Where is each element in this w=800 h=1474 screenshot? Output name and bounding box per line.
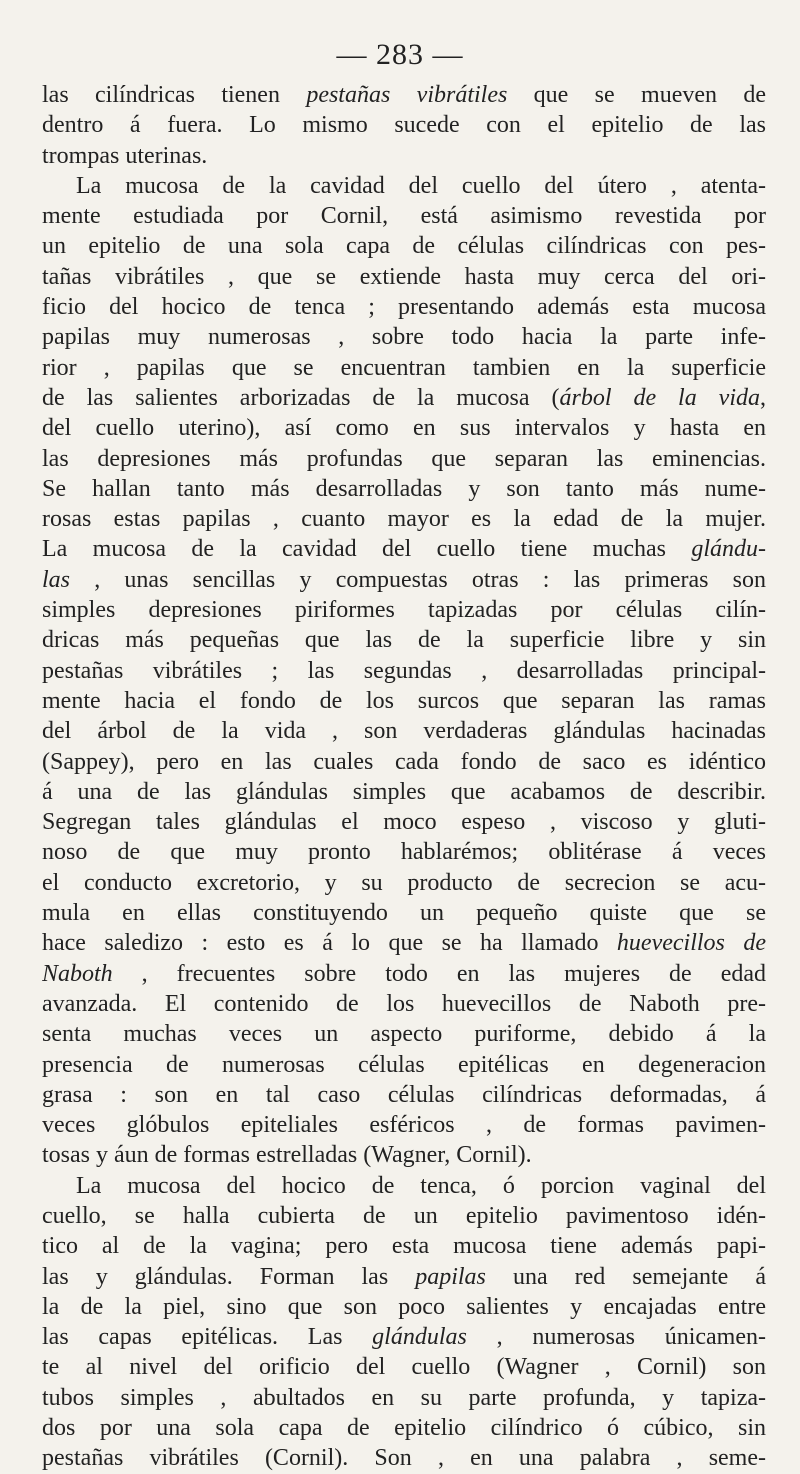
text-line — [42, 1231, 766, 1261]
text-segment: las depresiones más profundas que separan las eminencias. — [42, 445, 766, 472]
text-line — [42, 1080, 766, 1110]
text-segment: tañas vibrátiles , que se extiende hasta muy cerca del ori- — [42, 263, 766, 290]
italic-term: papilas — [415, 1263, 486, 1290]
text-line — [42, 474, 766, 504]
text-line — [42, 777, 766, 807]
text-line — [42, 1322, 766, 1352]
text-segment: á una de las glándulas simples que acabamos de describir. — [42, 778, 766, 805]
text-segment: , numerosas únicamen- — [466, 1324, 766, 1351]
text-segment: Se hallan tanto más desarrolladas y son tanto más nume- — [42, 475, 766, 502]
italic-term: glándulas — [372, 1324, 467, 1351]
text-line — [42, 80, 766, 110]
text-line — [42, 1110, 766, 1140]
text-line — [42, 171, 766, 201]
text-segment: senta muchas veces un aspecto puriforme, debido á la — [42, 1021, 766, 1048]
text-line — [42, 504, 766, 534]
text-segment: cuello, se halla cubierta de un epitelio pavimentoso idén- — [42, 1202, 766, 1229]
text-line — [42, 807, 766, 837]
text-segment: avanzada. El contenido de los huevecillos de Naboth pre- — [42, 990, 766, 1017]
text-line — [42, 837, 766, 867]
text-segment: hace saledizo : esto es á lo que se ha llamado — [42, 930, 617, 957]
text-segment: de las salientes arborizadas de la mucosa ( — [42, 384, 560, 411]
text-segment: , frecuentes sobre todo en las mujeres de edad — [112, 960, 766, 987]
text-line — [42, 534, 766, 564]
text-segment: Segregan tales glándulas el moco espeso , viscoso y gluti- — [42, 809, 766, 836]
text-segment: mula en ellas constituyendo un pequeño quiste que se — [42, 900, 766, 927]
text-line — [42, 1352, 766, 1382]
text-segment: mente estudiada por Cornil, está asimismo revestida por — [42, 203, 766, 230]
text-segment: tosas y áun de formas estrelladas (Wagner, Cornil). — [42, 1142, 532, 1169]
text-line — [42, 959, 766, 989]
text-segment: las cilíndricas tienen — [42, 82, 307, 108]
text-line — [42, 383, 766, 413]
text-segment: tubos simples , abultados en su parte profunda, y tapiza- — [42, 1384, 766, 1411]
text-line — [42, 716, 766, 746]
text-line — [42, 686, 766, 716]
text-line — [42, 898, 766, 928]
text-line — [42, 625, 766, 655]
text-line — [42, 1413, 766, 1443]
text-line — [42, 201, 766, 231]
text-line — [42, 1443, 766, 1473]
page-number-header: — 283 — — [336, 38, 464, 71]
text-line — [42, 292, 766, 322]
text-line — [42, 595, 766, 625]
italic-term: huevecillos de — [616, 930, 766, 957]
text-segment: La mucosa de la cavidad del cuello del útero , atenta- — [76, 172, 766, 199]
text-line — [42, 868, 766, 898]
text-line — [42, 656, 766, 686]
text-segment: noso de que muy pronto hablarémos; oblitérase á veces — [42, 839, 766, 866]
text-segment: La mucosa de la cavidad del cuello tiene muchas — [42, 536, 692, 563]
text-segment: presencia de numerosas células epitélicas en degeneracion — [42, 1051, 766, 1078]
text-segment: dos por una sola capa de epitelio cilíndrico ó cúbico, sin — [42, 1415, 766, 1442]
text-segment: dricas más pequeñas que las de la superficie libre y sin — [42, 627, 766, 654]
text-segment: ficio del hocico de tenca ; presentando además esta mucosa — [42, 294, 766, 321]
text-line — [42, 413, 766, 443]
text-line — [42, 231, 766, 261]
text-segment: rosas estas papilas , cuanto mayor es la edad de la mujer. — [42, 506, 766, 533]
text-segment: veces glóbulos epiteliales esféricos , de formas pavimen- — [42, 1112, 766, 1139]
italic-term: pestañas vibrátiles — [306, 82, 508, 108]
text-segment: mente hacia el fondo de los surcos que separan las ramas — [42, 687, 766, 714]
text-segment: La mucosa del hocico de tenca, ó porcion vaginal del — [76, 1172, 766, 1199]
text-line — [42, 110, 766, 140]
text-line — [42, 989, 766, 1019]
text-segment: grasa : son en tal caso células cilíndricas deformadas, á — [42, 1081, 766, 1108]
text-segment: pestañas vibrátiles ; las segundas , desarrolladas principal- — [42, 657, 766, 684]
text-segment: una red semejante á — [485, 1263, 766, 1290]
text-line — [42, 1050, 766, 1080]
italic-term: las — [42, 566, 71, 593]
text-line — [42, 1171, 766, 1201]
text-segment: , — [759, 384, 766, 411]
text-segment: la de la piel, sino que son poco salientes y encajadas entre — [42, 1293, 766, 1320]
text-line — [42, 262, 766, 292]
text-line — [42, 1383, 766, 1413]
text-line — [42, 353, 766, 383]
text-segment: te al nivel del orificio del cuello (Wagner , Cornil) son — [42, 1354, 766, 1381]
text-line — [42, 1019, 766, 1049]
body-text — [42, 80, 766, 1474]
text-line — [42, 1292, 766, 1322]
text-segment: trompas uterinas. — [42, 142, 208, 169]
text-segment: del árbol de la vida , son verdaderas glándulas hacinadas — [42, 718, 766, 745]
text-segment: las capas epitélicas. Las — [42, 1324, 373, 1351]
italic-term: Naboth — [42, 960, 113, 987]
text-line — [42, 1262, 766, 1292]
italic-term: glándu- — [691, 536, 766, 563]
text-segment: tico al de la vagina; pero esta mucosa tiene además papi- — [42, 1233, 766, 1260]
text-segment: el conducto excretorio, y su producto de secrecion se acu- — [42, 869, 766, 896]
text-line — [42, 747, 766, 777]
italic-term: árbol de la vida — [559, 384, 760, 411]
text-segment: un epitelio de una sola capa de células cilíndricas con pes- — [42, 233, 766, 260]
text-segment: (Sappey), pero en las cuales cada fondo de saco es idéntico — [42, 748, 766, 775]
text-segment: dentro á fuera. Lo mismo sucede con el epitelio de las — [42, 112, 766, 139]
text-line — [42, 565, 766, 595]
text-line — [42, 322, 766, 352]
text-line — [42, 444, 766, 474]
text-segment: simples depresiones piriformes tapizadas por células cilín- — [42, 597, 766, 624]
text-segment: pestañas vibrátiles (Cornil). Son , en una palabra , seme- — [42, 1445, 766, 1472]
text-line — [42, 141, 766, 171]
text-segment: que se mueven de — [507, 82, 766, 108]
text-line — [42, 1201, 766, 1231]
text-line — [42, 928, 766, 958]
text-line — [42, 1140, 766, 1170]
text-segment: las y glándulas. Forman las — [42, 1263, 416, 1290]
text-segment: rior , papilas que se encuentran tambien en la superficie — [42, 354, 766, 381]
text-segment: papilas muy numerosas , sobre todo hacia la parte infe- — [42, 324, 766, 351]
text-segment: del cuello uterino), así como en sus intervalos y hasta en — [42, 415, 766, 442]
text-segment: , unas sencillas y compuestas otras : las primeras son — [70, 566, 766, 593]
